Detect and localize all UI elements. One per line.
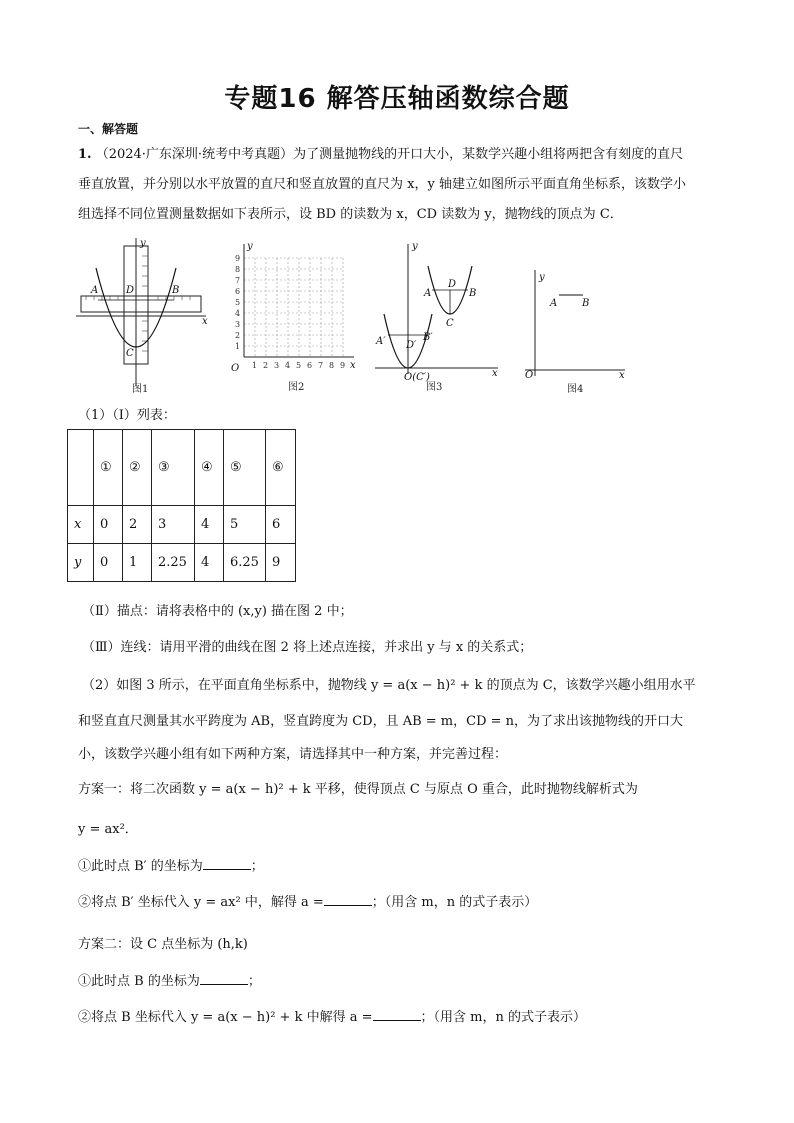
plan-1-line-1: 方案一：将二次函数 y = a(x − h)² + k 平移，使得顶点 C 与原点 O 重合，此时抛物线解析式为 xyxy=(78,782,638,797)
x-axis-label: x xyxy=(202,316,208,327)
figure-1-caption: 图1 xyxy=(132,384,149,395)
table-cell: x xyxy=(68,506,94,544)
svg-text:1: 1 xyxy=(252,361,258,370)
horizontal-ruler xyxy=(81,296,201,312)
part-1-iii: （Ⅲ）连线：请用平滑的曲线在图 2 将上述点连接，并求出 y 与 x 的关系式； xyxy=(82,640,533,655)
intro-line-3: 组选择不同位置测量数据如下表所示，设 BD 的读数为 x，CD 读数为 y，抛物线的顶点为 C． xyxy=(78,207,623,222)
point-a-prime-label: A′ xyxy=(376,336,386,347)
part-2-line-1: （2）如图 3 所示，在平面直角坐标系中，抛物线 y = a(x − h)² + k 的顶点为 C，该数学兴趣小组用水平 xyxy=(82,678,696,693)
page-title: 专题16 解答压轴函数综合题 xyxy=(224,84,570,114)
svg-text:4: 4 xyxy=(235,309,241,318)
svg-text:3: 3 xyxy=(274,361,280,370)
grid xyxy=(244,258,343,357)
point-b-prime-label: B′ xyxy=(423,332,433,343)
table-cell: 9 xyxy=(265,544,295,582)
point-b-label: B xyxy=(582,298,590,309)
figure-2-caption: 图2 xyxy=(288,382,305,393)
y-axis-label: y xyxy=(247,241,253,252)
table-cell xyxy=(68,430,94,506)
figure-4-caption: 图4 xyxy=(567,384,584,395)
table-cell: y xyxy=(68,544,94,582)
question-number: 1. xyxy=(78,147,92,162)
table-cell: 3 xyxy=(152,506,195,544)
plan-1-line-2: y = ax²． xyxy=(78,822,138,837)
svg-text:2: 2 xyxy=(263,361,269,370)
figure-2 xyxy=(224,240,359,396)
table-row xyxy=(68,506,296,544)
point-b-label: B xyxy=(172,285,180,296)
x-axis-label: x xyxy=(350,360,356,371)
point-d-prime-label: D′ xyxy=(406,340,417,351)
y-axis-label: y xyxy=(412,241,418,252)
answer-blank[interactable] xyxy=(200,972,248,985)
plan-1-question-2: ②将点 B′ 坐标代入 y = ax² 中，解得 a = ；（用含 m，n 的式子表示） xyxy=(78,895,538,910)
table-cell: ⑤ xyxy=(224,430,266,506)
table-cell: 6 xyxy=(265,506,295,544)
table-cell: 6.25 xyxy=(224,544,266,582)
point-d-label: D xyxy=(448,279,457,290)
table-row xyxy=(68,544,296,582)
svg-text:1: 1 xyxy=(235,342,241,351)
svg-text:5: 5 xyxy=(296,361,302,370)
table-cell: 0 xyxy=(94,506,123,544)
table-cell: ② xyxy=(123,430,152,506)
origin-c-prime-label: O(C′) xyxy=(404,372,430,383)
svg-text:9: 9 xyxy=(235,254,241,263)
svg-text:4: 4 xyxy=(285,361,291,370)
table-cell: 5 xyxy=(224,506,266,544)
point-c-label: C xyxy=(446,318,454,329)
part-1-ii: （Ⅱ）描点：请将表格中的 (x,y) 描在图 2 中； xyxy=(82,604,353,619)
table-cell: 4 xyxy=(195,544,224,582)
table-cell: ③ xyxy=(152,430,195,506)
plan-2-line-1: 方案二：设 C 点坐标为 (h,k) xyxy=(78,937,248,952)
svg-text:5: 5 xyxy=(235,298,241,307)
plan-2-question-1: ①此时点 B 的坐标为 ； xyxy=(78,974,261,989)
table-header-row xyxy=(68,430,296,506)
origin-label: O xyxy=(231,363,240,374)
origin-label: O xyxy=(525,370,534,381)
svg-text:3: 3 xyxy=(235,320,241,329)
figure-3-caption: 图3 xyxy=(426,382,443,393)
table-cell: 2.25 xyxy=(152,544,195,582)
table-cell: ① xyxy=(94,430,123,506)
x-axis-label: x xyxy=(492,368,498,379)
plan-1-question-1: ①此时点 B′ 的坐标为 ； xyxy=(78,859,264,874)
intro-line-2: 垂直放置，并分别以水平放置的直尺和竖直放置的直尺为 x，y 轴建立如图所示平面直角坐标系，该数学小 xyxy=(78,177,686,192)
table-cell: 1 xyxy=(123,544,152,582)
table-cell: 0 xyxy=(94,544,123,582)
y-axis-label: y xyxy=(539,272,545,283)
point-a-label: A xyxy=(424,288,432,299)
x-axis-label: x xyxy=(619,370,625,381)
part-2-line-2: 和竖直直尺测量其水平跨度为 AB，竖直跨度为 CD，且 AB = m，CD = n，为了求出该抛物线的开口大 xyxy=(78,714,684,729)
table-cell: 4 xyxy=(195,506,224,544)
point-d-label: D xyxy=(126,285,135,296)
svg-text:6: 6 xyxy=(235,287,241,296)
point-a-label: A xyxy=(91,285,99,296)
part-1-label: （1）（Ⅰ）列表： xyxy=(78,408,176,423)
svg-text:8: 8 xyxy=(235,265,241,274)
part-2-line-3: 小，该数学兴趣小组有如下两种方案，请选择其中一种方案，并完善过程： xyxy=(78,747,508,762)
answer-blank[interactable] xyxy=(373,1008,421,1021)
intro-line-1: 1. （2024·广东深圳·统考中考真题）为了测量抛物线的开口大小，某数学兴趣小组将两把含有刻度的直尺 xyxy=(78,147,684,162)
svg-text:2: 2 xyxy=(235,331,241,340)
x-ticks xyxy=(252,361,345,370)
question-1-intro xyxy=(78,140,728,230)
data-table xyxy=(67,429,296,582)
svg-text:6: 6 xyxy=(307,361,313,370)
figure-3 xyxy=(370,240,502,396)
table-cell: 2 xyxy=(123,506,152,544)
figure-4 xyxy=(515,266,630,396)
y-ticks xyxy=(235,254,240,351)
svg-text:8: 8 xyxy=(329,361,335,370)
svg-text:9: 9 xyxy=(340,361,346,370)
svg-text:7: 7 xyxy=(318,361,324,370)
section-heading: 一、解答题 xyxy=(78,122,139,136)
plan-2-question-2: ②将点 B 坐标代入 y = a(x − h)² + k 中解得 a = ；（用含 m，n 的式子表示） xyxy=(78,1010,586,1025)
y-axis-label: y xyxy=(140,238,146,249)
point-c-label: C xyxy=(126,348,134,359)
point-a-label: A xyxy=(550,298,558,309)
table-cell: ⑥ xyxy=(265,430,295,506)
point-b-label: B xyxy=(469,288,477,299)
ruler-ticks xyxy=(86,256,190,351)
figure-1 xyxy=(76,236,211,396)
answer-blank[interactable] xyxy=(203,857,251,870)
answer-blank[interactable] xyxy=(324,893,372,906)
svg-text:7: 7 xyxy=(235,276,241,285)
table-cell: ④ xyxy=(195,430,224,506)
